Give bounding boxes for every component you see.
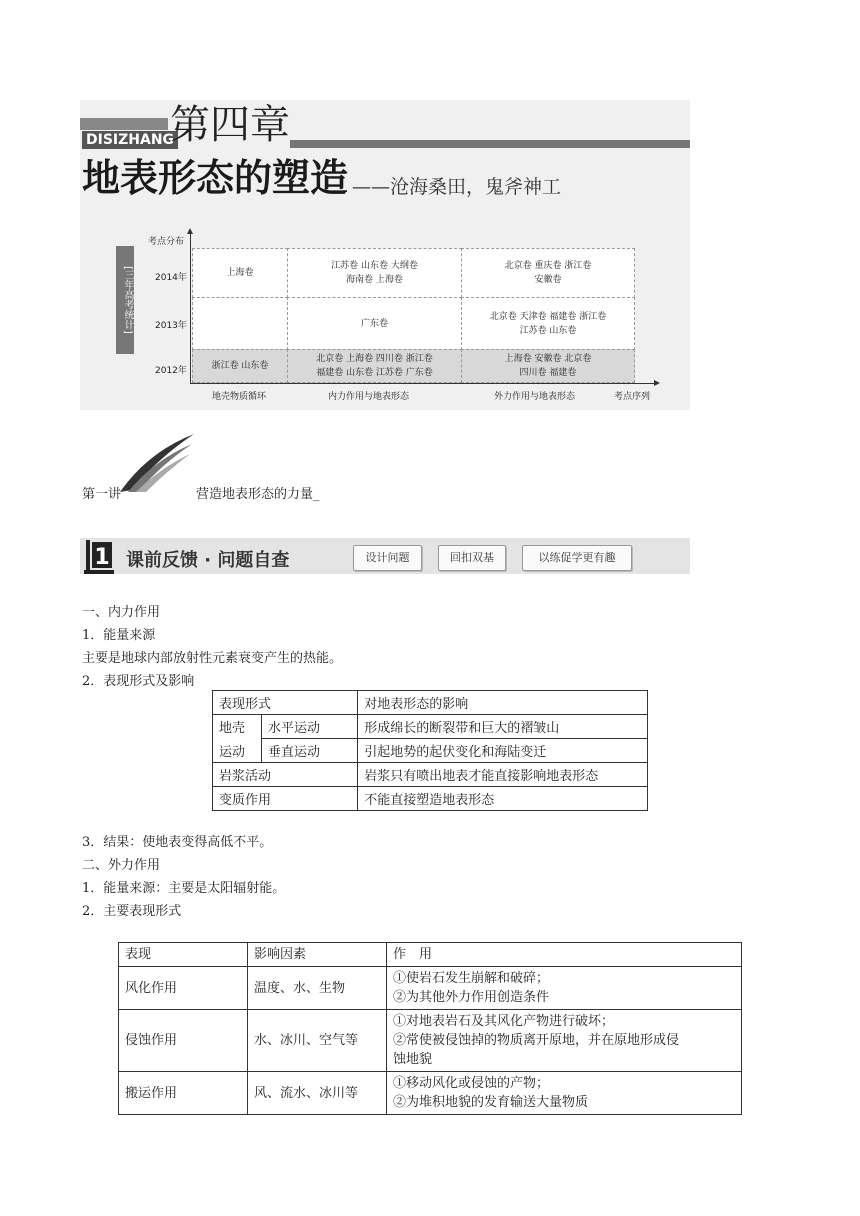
- subheading: 1．能量来源：主要是太阳辐射能。: [82, 881, 286, 896]
- section-title: 课前反馈 · 问题自查: [126, 550, 290, 571]
- effect-line: ②为其他外力作用创造条件: [393, 990, 550, 1005]
- table-cell: [387, 1072, 742, 1115]
- table-cell: 侵蚀作用: [119, 1010, 248, 1072]
- x-category-label: 外力作用与地表形态: [494, 392, 576, 402]
- table-cell: 垂直运动: [262, 739, 358, 763]
- table-row: [213, 715, 648, 739]
- table-row: [119, 1010, 742, 1072]
- table-header-cell: 对地表形态的影响: [358, 691, 648, 715]
- effect-line: ②为堆积地貌的发育输送大量物质: [393, 1095, 589, 1110]
- table-cell: [387, 967, 742, 1010]
- table-cell: 地壳: [213, 715, 262, 739]
- effect-line: ①使岩石发生崩解和破碎；: [393, 971, 550, 986]
- table-cell: 搬运作用: [119, 1072, 248, 1115]
- chapter-rule: [290, 140, 690, 148]
- svg-text:1: 1: [94, 545, 110, 570]
- lecture-label: 第一讲: [82, 487, 122, 502]
- y-axis: [190, 232, 191, 384]
- x-category-label: 地壳物质循环: [212, 392, 267, 402]
- table-header-cell: 表现形式: [213, 691, 358, 715]
- grid-cell: 浙江卷 山东卷: [192, 349, 288, 383]
- year-label: 2013年: [155, 321, 187, 331]
- chapter-tag: DISIZHANG: [82, 131, 178, 149]
- internal-force-table: [212, 690, 648, 811]
- y-axis-title: 考点分布: [148, 237, 185, 247]
- swoosh-icon: [118, 432, 198, 494]
- table-cell: 风化作用: [119, 967, 248, 1010]
- table-row: [213, 787, 648, 811]
- grid-cell: 上海卷 安徽卷 北京卷 四川卷 福建卷: [461, 349, 635, 383]
- grid-cell: 北京卷 重庆卷 浙江卷 安徽卷: [461, 248, 635, 298]
- table-header-cell: 影响因素: [248, 943, 387, 967]
- table-header-row: [213, 691, 648, 715]
- subheading: 1．能量来源: [82, 628, 156, 643]
- exam-stat-label: [三年高考统计]: [116, 246, 134, 354]
- table-cell: 岩浆活动: [213, 763, 358, 787]
- table-cell: [387, 1010, 742, 1072]
- paragraph: 主要是地球内部放射性元素衰变产生的热能。: [82, 651, 343, 666]
- table-cell: 运动: [213, 739, 262, 763]
- grid-cell: 江苏卷 山东卷 大纲卷 海南卷 上海卷: [287, 248, 462, 298]
- heading-internal-force: 一、内力作用: [82, 605, 161, 620]
- paragraph: 3．结果：使地表变得高低不平。: [82, 835, 273, 850]
- table-row: [119, 967, 742, 1010]
- x-category-label: 内力作用与地表形态: [328, 392, 410, 402]
- year-label: 2012年: [155, 366, 187, 376]
- chapter-title: 地表形态的塑造: [82, 156, 349, 200]
- effect-line: ①对地表岩石及其风化产物进行破坏；: [393, 1014, 615, 1029]
- grid-cell: [192, 297, 288, 350]
- x-axis-title: 考点序列: [614, 392, 651, 402]
- table-row: [119, 1072, 742, 1115]
- grid-cell: 上海卷: [192, 248, 288, 298]
- table-cell: 水、冰川、空气等: [248, 1010, 387, 1072]
- table-cell: 岩浆只有喷出地表才能直接影响地表形态: [358, 763, 648, 787]
- table-header-row: [119, 943, 742, 967]
- subheading: 2．表现形式及影响: [82, 674, 195, 689]
- chapter-subtitle: ——沧海桑田，鬼斧神工: [352, 176, 562, 198]
- table-cell: 温度、水、生物: [248, 967, 387, 1010]
- table-header-cell: 作 用: [387, 943, 742, 967]
- lecture-title: 营造地表形态的力量_: [196, 487, 320, 502]
- table-cell: 变质作用: [213, 787, 358, 811]
- chapter-number: 第四章: [170, 102, 290, 148]
- grid-cell: 北京卷 上海卷 四川卷 浙江卷 福建卷 山东卷 江苏卷 广东卷: [287, 349, 462, 383]
- review-basics-button[interactable]: 回扣双基: [438, 545, 506, 571]
- design-question-button[interactable]: 设计问题: [353, 545, 422, 571]
- grid-cell: 广东卷: [287, 297, 462, 350]
- effect-line: ②常使被侵蚀掉的物质离开原地，并在原地形成侵: [393, 1033, 680, 1048]
- year-label: 2014年: [155, 273, 187, 283]
- table-cell: 形成绵长的断裂带和巨大的褶皱山: [358, 715, 648, 739]
- external-force-table: [118, 942, 742, 1115]
- effect-line: 蚀地貌: [393, 1052, 433, 1067]
- heading-external-force: 二、外力作用: [82, 858, 161, 873]
- section-number-icon: [84, 540, 114, 574]
- grid-cell: 北京卷 天津卷 福建卷 浙江卷 江苏卷 山东卷: [461, 297, 635, 350]
- chapter-tag-bar: [80, 118, 168, 130]
- x-axis-arrow: [654, 380, 660, 386]
- effect-line: ①移动风化或侵蚀的产物；: [393, 1076, 550, 1091]
- table-cell: 不能直接塑造地表形态: [358, 787, 648, 811]
- table-header-cell: 表现: [119, 943, 248, 967]
- x-axis: [190, 383, 654, 384]
- subheading: 2．主要表现形式: [82, 904, 182, 919]
- table-row: [213, 739, 648, 763]
- practice-learning-button[interactable]: 以练促学更有趣: [522, 545, 632, 571]
- table-cell: 水平运动: [262, 715, 358, 739]
- table-row: [213, 763, 648, 787]
- table-cell: 引起地势的起伏变化和海陆变迁: [358, 739, 648, 763]
- table-cell: 风、流水、冰川等: [248, 1072, 387, 1115]
